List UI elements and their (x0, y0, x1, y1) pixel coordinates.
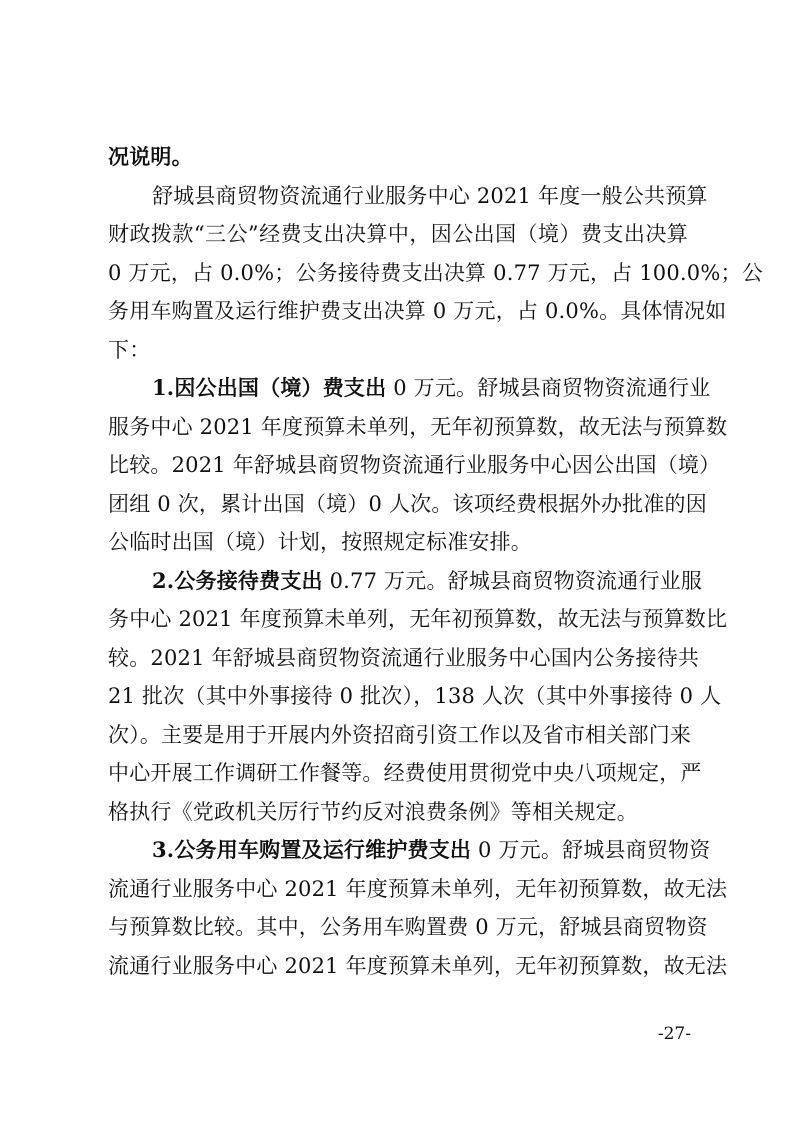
item-heading: 3.公务用车购置及运行维护费支出 (152, 837, 472, 862)
paragraph-summary (108, 177, 763, 370)
item-heading: 1.因公出国（境）费支出 (152, 375, 387, 400)
paragraph-line: 流通行业服务中心 2021 年度预算未单列，无年初预算数，故无法 (108, 876, 728, 901)
item-reception (108, 562, 728, 832)
paragraph-line: 下： (108, 337, 151, 362)
paragraph-line: 务中心 2021 年度预算未单列，无年初预算数，故无法与预算数比 (108, 607, 728, 631)
paragraph-line: 务用车购置及运行维护费支出决算 0 万元，占 0.0%。具体情况如 (108, 299, 727, 323)
paragraph-line (108, 369, 711, 408)
page-number: -27- (657, 1024, 691, 1044)
paragraph-line: 财政拨款“三公”经费支出决算中，因公出国（境）费支出决算 (108, 222, 688, 246)
item-text: 0 万元。舒城县商贸物资流通行业 (386, 376, 711, 400)
paragraph-line: 格执行《党政机关厉行节约反对浪费条例》等相关规定。 (108, 799, 638, 824)
paragraph-line: 与预算数比较。其中，公务用车购置费 0 万元，舒城县商贸物资 (108, 915, 708, 939)
item-text: 0 万元。舒城县商贸物资 (471, 838, 711, 862)
paragraph-line: 流通行业服务中心 2021 年度预算未单列，无年初预算数，故无法 (108, 953, 728, 978)
paragraph-line: 次）。主要是用于开展内外资招商引资工作以及省市相关部门来 (108, 722, 692, 747)
item-heading: 2.公务接待费支出 (152, 567, 323, 593)
paragraph-line (108, 562, 703, 601)
item-text: 0.77 万元。舒城县商贸物资流通行业服 (322, 568, 703, 593)
paragraph-line: 0 万元，占 0.0%；公务接待费支出决算 0.77 万元，占 100.0%；公 (108, 260, 763, 285)
paragraph-line: 公临时出国（境）计划，按照规定标准安排。 (108, 530, 532, 554)
document-body (108, 138, 763, 985)
paragraph-line: 比较。2021 年舒城县商贸物资流通行业服务中心因公出国（境） (108, 453, 721, 477)
paragraph-line: 服务中心 2021 年度预算未单列，无年初预算数，故无法与预算数 (108, 414, 728, 439)
paragraph-line: 较。2021 年舒城县商贸物资流通行业服务中心国内公务接待共 (108, 645, 700, 670)
paragraph-line: 21 批次（其中外事接待 0 批次），138 人次（其中外事接待 0 人 (108, 684, 722, 708)
paragraph-line: 舒城县商贸物资流通行业服务中心 2021 年度一般公共预算 (152, 183, 708, 208)
intro-tail: 况说明。 (108, 144, 193, 169)
item-overseas-travel (108, 369, 728, 562)
item-vehicles (108, 831, 728, 985)
paragraph-line: 中心开展工作调研工作餐等。经费使用贯彻党中央八项规定，严 (108, 761, 702, 785)
paragraph-line (108, 831, 711, 870)
paragraph-line: 团组 0 次，累计出国（境）0 人次。该项经费根据外办批准的因 (108, 491, 707, 516)
